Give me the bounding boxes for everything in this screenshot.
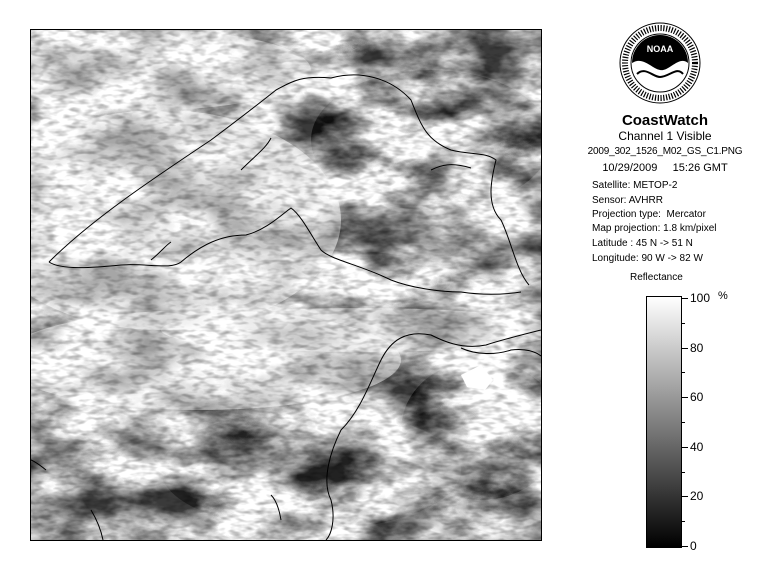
date-time <box>565 162 765 174</box>
projection-type: Projection type: Mercator <box>592 209 706 220</box>
colorbar-major-tick <box>682 348 688 349</box>
colorbar-tick-label: 100 <box>690 291 711 305</box>
colorbar-minor-tick <box>682 323 685 324</box>
colorbar-tick-label: 80 <box>690 340 704 355</box>
colorbar-label: Reflectance <box>630 272 683 283</box>
longitude-range: Longitude: 90 W -> 82 W <box>592 253 703 264</box>
colorbar-minor-tick <box>682 472 685 473</box>
colorbar-tick-label: 0 <box>690 539 697 553</box>
colorbar-major-tick <box>682 298 688 299</box>
reflectance-colorbar <box>646 296 682 548</box>
colorbar-minor-tick <box>682 521 685 522</box>
satellite-info: Satellite: METOP-2 <box>592 180 678 191</box>
map-projection: Map projection: 1.8 km/pixel <box>592 223 717 234</box>
colorbar-major-tick <box>682 496 688 497</box>
satellite-image <box>30 29 542 541</box>
colorbar-major-tick <box>682 397 688 398</box>
cloud-imagery <box>31 30 541 540</box>
colorbar-minor-tick <box>682 422 685 423</box>
date: 10/29/2009 <box>602 162 658 174</box>
colorbar-major-tick <box>682 447 688 448</box>
colorbar-unit: % <box>718 290 728 302</box>
time: 15:26 GMT <box>672 162 728 174</box>
noaa-logo <box>619 22 701 104</box>
latitude-range: Latitude : 45 N -> 51 N <box>592 238 693 249</box>
noaa-wordmark: NOAA <box>646 44 674 54</box>
product-title: CoastWatch <box>621 112 709 129</box>
colorbar-tick-label: 60 <box>690 390 704 405</box>
colorbar-tick-label: 40 <box>690 439 704 454</box>
file-name: 2009_302_1526_M02_GS_C1.PNG <box>587 146 743 157</box>
colorbar-tick-label: 20 <box>690 489 704 504</box>
channel-name: Channel 1 Visible <box>618 129 712 143</box>
colorbar-minor-tick <box>682 372 685 373</box>
sensor-info: Sensor: AVHRR <box>592 195 663 206</box>
colorbar-major-tick <box>682 546 688 547</box>
